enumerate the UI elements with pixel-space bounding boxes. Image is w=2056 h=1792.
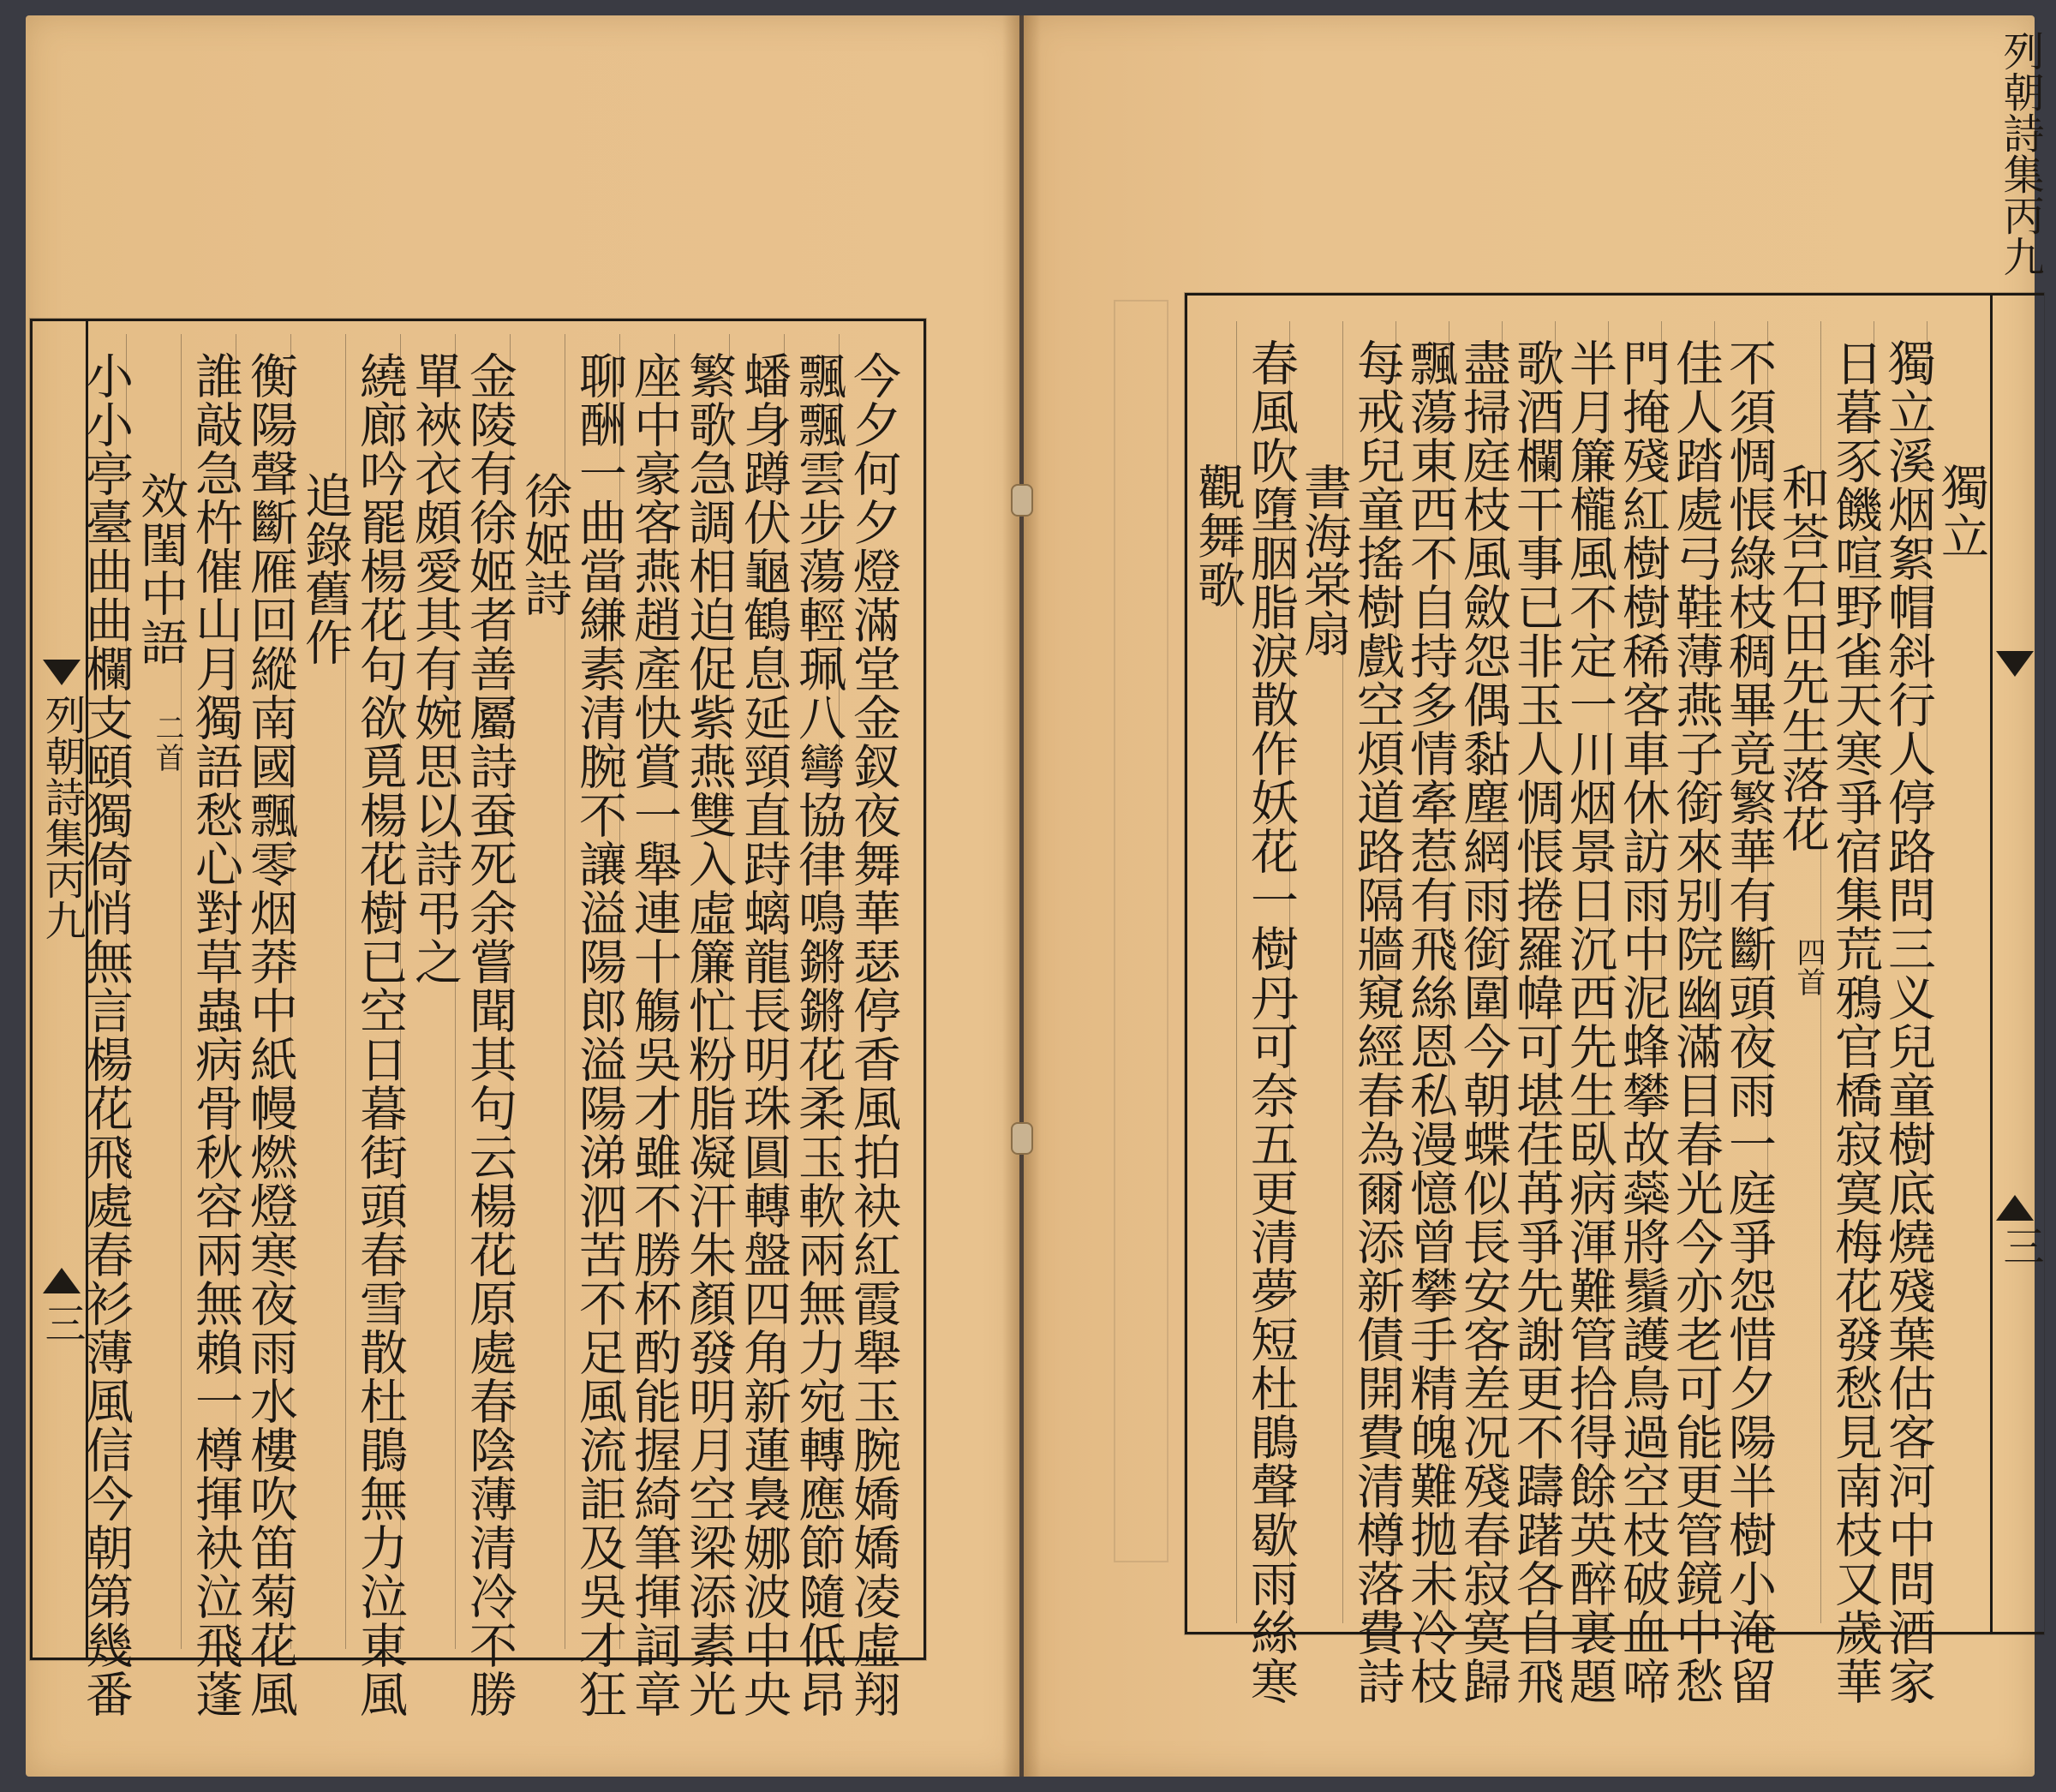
left-column-11: 追錄舊作 (297, 471, 353, 666)
right-column-8: 半月簾櫳風不定一川烟景日沉西先生臥病渾難管拾得餘英醉裏題 (1562, 338, 1617, 1705)
left-column-12: 衡陽聲斷雁回縱南國飄零烟莽中紙幔燃燈寒夜雨水樓吹笛菊花風 (242, 351, 298, 1718)
left-column-4: 繁歌急調相迫促紫燕雙入虛簾忙粉脂凝汗朱顏發明月空梁添素光 (681, 351, 737, 1718)
right-column-4-note: 四首 (1791, 937, 1826, 997)
right-fishtail-upper (1996, 651, 2034, 677)
left-column-1: 今夕何夕燈滿堂金釵夜舞華瑟停香風拍袂紅霞舉玉腕嬌嬌凌虛翔 (846, 351, 901, 1718)
left-column-2: 飄飄雲步蕩輕珮八彎協律鳴鏘鏘花柔玉軟兩無力宛轉應節隨低昂 (791, 351, 846, 1718)
left-banxin-title: 列朝詩集丙九 (38, 694, 86, 941)
left-column-3: 蟠身蹲伏龜鶴息延頸直跱螭龍長明珠圓轉盤四角新蓮裊娜波中央 (736, 351, 792, 1718)
right-column-7: 門掩殘紅樹樹稀客車休訪雨中泥蜂攀故蘂將鬚護鳥過空枝破血啼 (1615, 338, 1670, 1705)
right-column-13: 書海棠扇 (1296, 463, 1352, 658)
right-column-12: 每戒兒童搖樹戲空煩道路隔牆窺經春為爾添新債開費清樽落費詩 (1349, 338, 1405, 1705)
right-column-1: 獨立 (1933, 463, 1989, 560)
binding-stitch-lower (1011, 1122, 1033, 1155)
left-column-14-note: 二首 (150, 713, 184, 773)
right-banxin-rule (1990, 293, 1993, 1634)
left-column-9: 單裌衣頗愛其有婉思以詩弔之 (407, 351, 463, 986)
left-column-5: 座中豪客燕趙產快賞一舉連十觴吳才雖不勝杯酌能握綺筆揮詞章 (626, 351, 682, 1718)
bleed-through-mark (1114, 300, 1168, 1562)
right-column-10: 盡掃庭枝風斂怨偶黏塵網雨銜圍今朝蝶似長安客差况殘春寂寞歸 (1455, 338, 1511, 1705)
left-banxin-page: 三 (38, 1302, 86, 1343)
right-fishtail-lower (1996, 1195, 2034, 1221)
book-gutter (1002, 15, 1041, 1777)
left-fishtail-upper (43, 660, 81, 685)
binding-stitch-upper (1011, 484, 1033, 517)
right-column-6: 佳人踏處弓鞋薄燕子銜來别院幽滿目春光今亦老可能更管鏡中愁 (1668, 338, 1724, 1705)
right-column-14: 春風吹墮胭脂淚散作妖花一樹丹可奈五更清夢短杜鵑聲歇雨絲寒 (1243, 338, 1299, 1705)
right-column-5: 不須惆悵綠枝稠畢竟繁華有斷頭夜雨一庭爭怨惜夕陽半樹小淹留 (1721, 338, 1777, 1705)
right-column-3: 日暮豕饑喧野雀天寒爭宿集荒鴉官橋寂寞梅花發愁見南枝又歲華 (1827, 338, 1883, 1705)
left-column-10: 繞廊吟罷楊花句欲覓楊花樹已空日暮街頭春雪散杜鵑無力泣東風 (352, 351, 408, 1718)
left-column-15: 小小亭臺曲曲欄支頤獨倚悄無言楊花飛處春衫薄風信今朝第幾番 (78, 351, 134, 1718)
right-banxin-title: 列朝詩集丙九 (1996, 30, 2044, 277)
left-fishtail-lower (43, 1268, 81, 1293)
right-column-2: 獨立溪烟絮帽斜行人停路問三义兒童樹底燒殘葉估客河中問酒家 (1880, 338, 1936, 1705)
left-column-7: 徐姬詩 (517, 471, 572, 618)
right-column-4: 和荅石田先生落花 (1774, 463, 1830, 853)
left-column-14: 效閨中語 (133, 471, 188, 666)
left-column-8: 金陵有徐姬者善屬詩蚕死余嘗聞其句云楊花原處春陰薄清冷不勝 (462, 351, 517, 1718)
right-column-9: 歌酒欄干事已非玉人惆悵捲羅幃可堪荏苒爭先謝更不躊躇各自飛 (1509, 338, 1564, 1705)
left-column-13: 誰敲急杵催山月獨語愁心對草蟲病骨秋容兩無賴一樽揮袂泣飛蓬 (188, 351, 243, 1718)
left-column-6: 聊酬一曲當縑素清腕不讓溢陽郎溢陽涕泗苦不足風流詎及吳才狂 (571, 351, 627, 1718)
right-column-11: 飄蕩東西不自持多情牽惹有飛絲恩私漫憶曾攀手精魄難拋未冷枝 (1402, 338, 1458, 1705)
right-column-15: 觀舞歌 (1190, 463, 1246, 609)
right-banxin-page: 三 (1996, 1225, 2044, 1266)
